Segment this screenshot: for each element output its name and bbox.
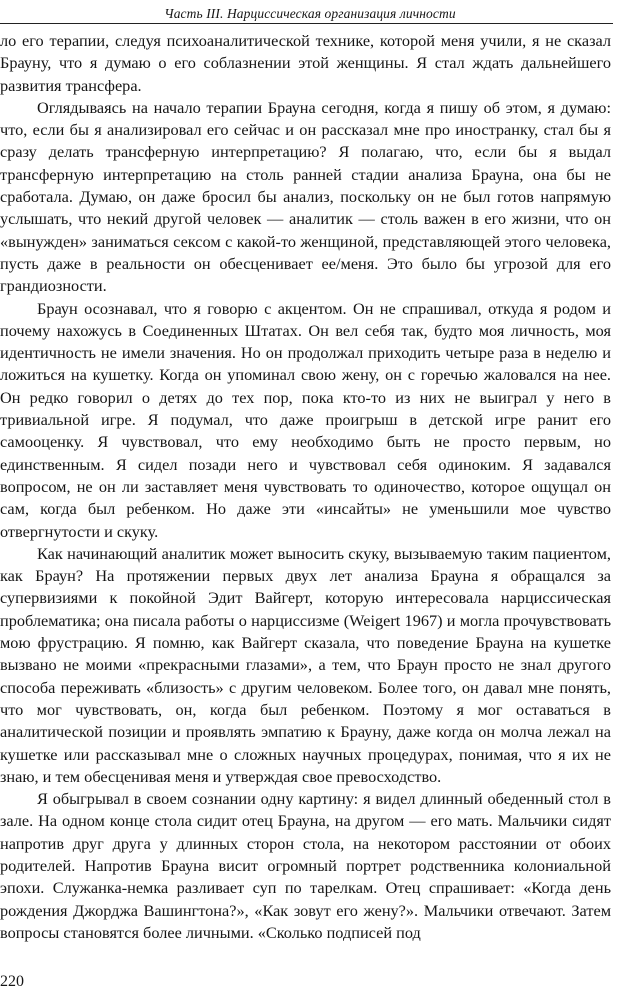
paragraph: ло его терапии, следуя психоаналитической технике, которой меня учили, я не сказал Брауну, что я думаю о его соблазнении этой женщины. Я стал ждать дальнейшего развития трансфера.: [0, 31, 611, 95]
body-text: [0, 30, 611, 944]
paragraph: Я обыгрывал в своем сознании одну картину: я видел длинный обеденный стол в зале. На одном конце стола сидит отец Брауна, на другом — его мать. Мальчики сидят напротив друг друга у длинных сторон стола, на некотором расстоянии от обоих родителей. Напротив Брауна висит огромный портрет родственника колониальной эпохи. Служанка-немка разливает суп по тарелкам. Отец спрашивает: «Когда день рождения Джорджа Вашингтона?», «Как зовут его жену?». Мальчики отвечают. Затем вопросы становятся более личными. «Сколько подписей под: [0, 789, 611, 942]
running-title: Часть III. Нарциссическая организация личности: [164, 6, 456, 21]
page-header: [0, 0, 620, 32]
paragraph: Браун осознавал, что я говорю с акцентом. Он не спрашивал, откуда я родом и почему нахожусь в Соединенных Штатах. Он вел себя так, будто моя личность, моя идентичность не имели значения. Но он продолжал приходить четыре раза в неделю и ложиться на кушетку. Когда он упоминал свою жену, он с горечью жаловался на нее. Он редко говорил о детях до тех пор, пока кто-то из них не выиграл у него в тривиальной игре. Я подумал, что даже проигрыш в детской игре ранит его самооценку. Я чувствовал, что ему необходимо быть не просто первым, но единственным. Я сидел позади него и чувствовал себя одиноким. Я задавался вопросом, не он ли заставляет меня чувствовать то одиночество, которое ощущал он сам, когда был ребенком. Но даже эти «инсайты» не уменьшили мое чувство отвергнутости и скуку.: [0, 298, 611, 541]
page-number: 220: [0, 973, 24, 990]
paragraph: Оглядываясь на начало терапии Брауна сегодня, когда я пишу об этом, я думаю: что, если бы я анализировал его сейчас и он рассказал мне про иностранку, стал бы я сразу делать трансферную интерпретацию? Я полагаю, что, если бы я выдал трансферную интерпретацию на столь ранней стадии анализа Брауна, она бы не сработала. Думаю, он даже бросил бы анализ, поскольку он не был готов напрямую услышать, что некий другой человек — аналитик — столь важен в его жизни, что он «вынужден» заниматься сексом с какой-то женщиной, представляющей этого человека, пусть даже в реальности он обесценивает ее/меня. Это было бы угрозой для его грандиозности.: [0, 97, 611, 296]
paragraph: Как начинающий аналитик может выносить скуку, вызываемую таким пациентом, как Браун? На протяжении первых двух лет анализа Брауна я обращался за супервизиями к покойной Эдит Вайгерт, которую интересовала нарциссическая проблематика; она писала работы о нарциссизме (Weigert 1967) и могла прочувствовать мою фрустрацию. Я помню, как Вайгерт сказала, что поведение Брауна на кушетке вызвано не моими «прекрасными глазами», а тем, что Браун просто не знал другого способа переживать «близость» с другим человеком. Более того, он давал мне понять, что мог чувствовать, он, когда был ребенком. Поэтому я мог оставаться в аналитической позиции и проявлять эмпатию к Брауну, даже когда он молча лежал на кушетке или рассказывал мне о сложных научных процедурах, понимая, что я их не знаю, и тем обесценивая меня и утверждая свое превосходство.: [0, 543, 611, 786]
header-rule: [0, 23, 613, 24]
